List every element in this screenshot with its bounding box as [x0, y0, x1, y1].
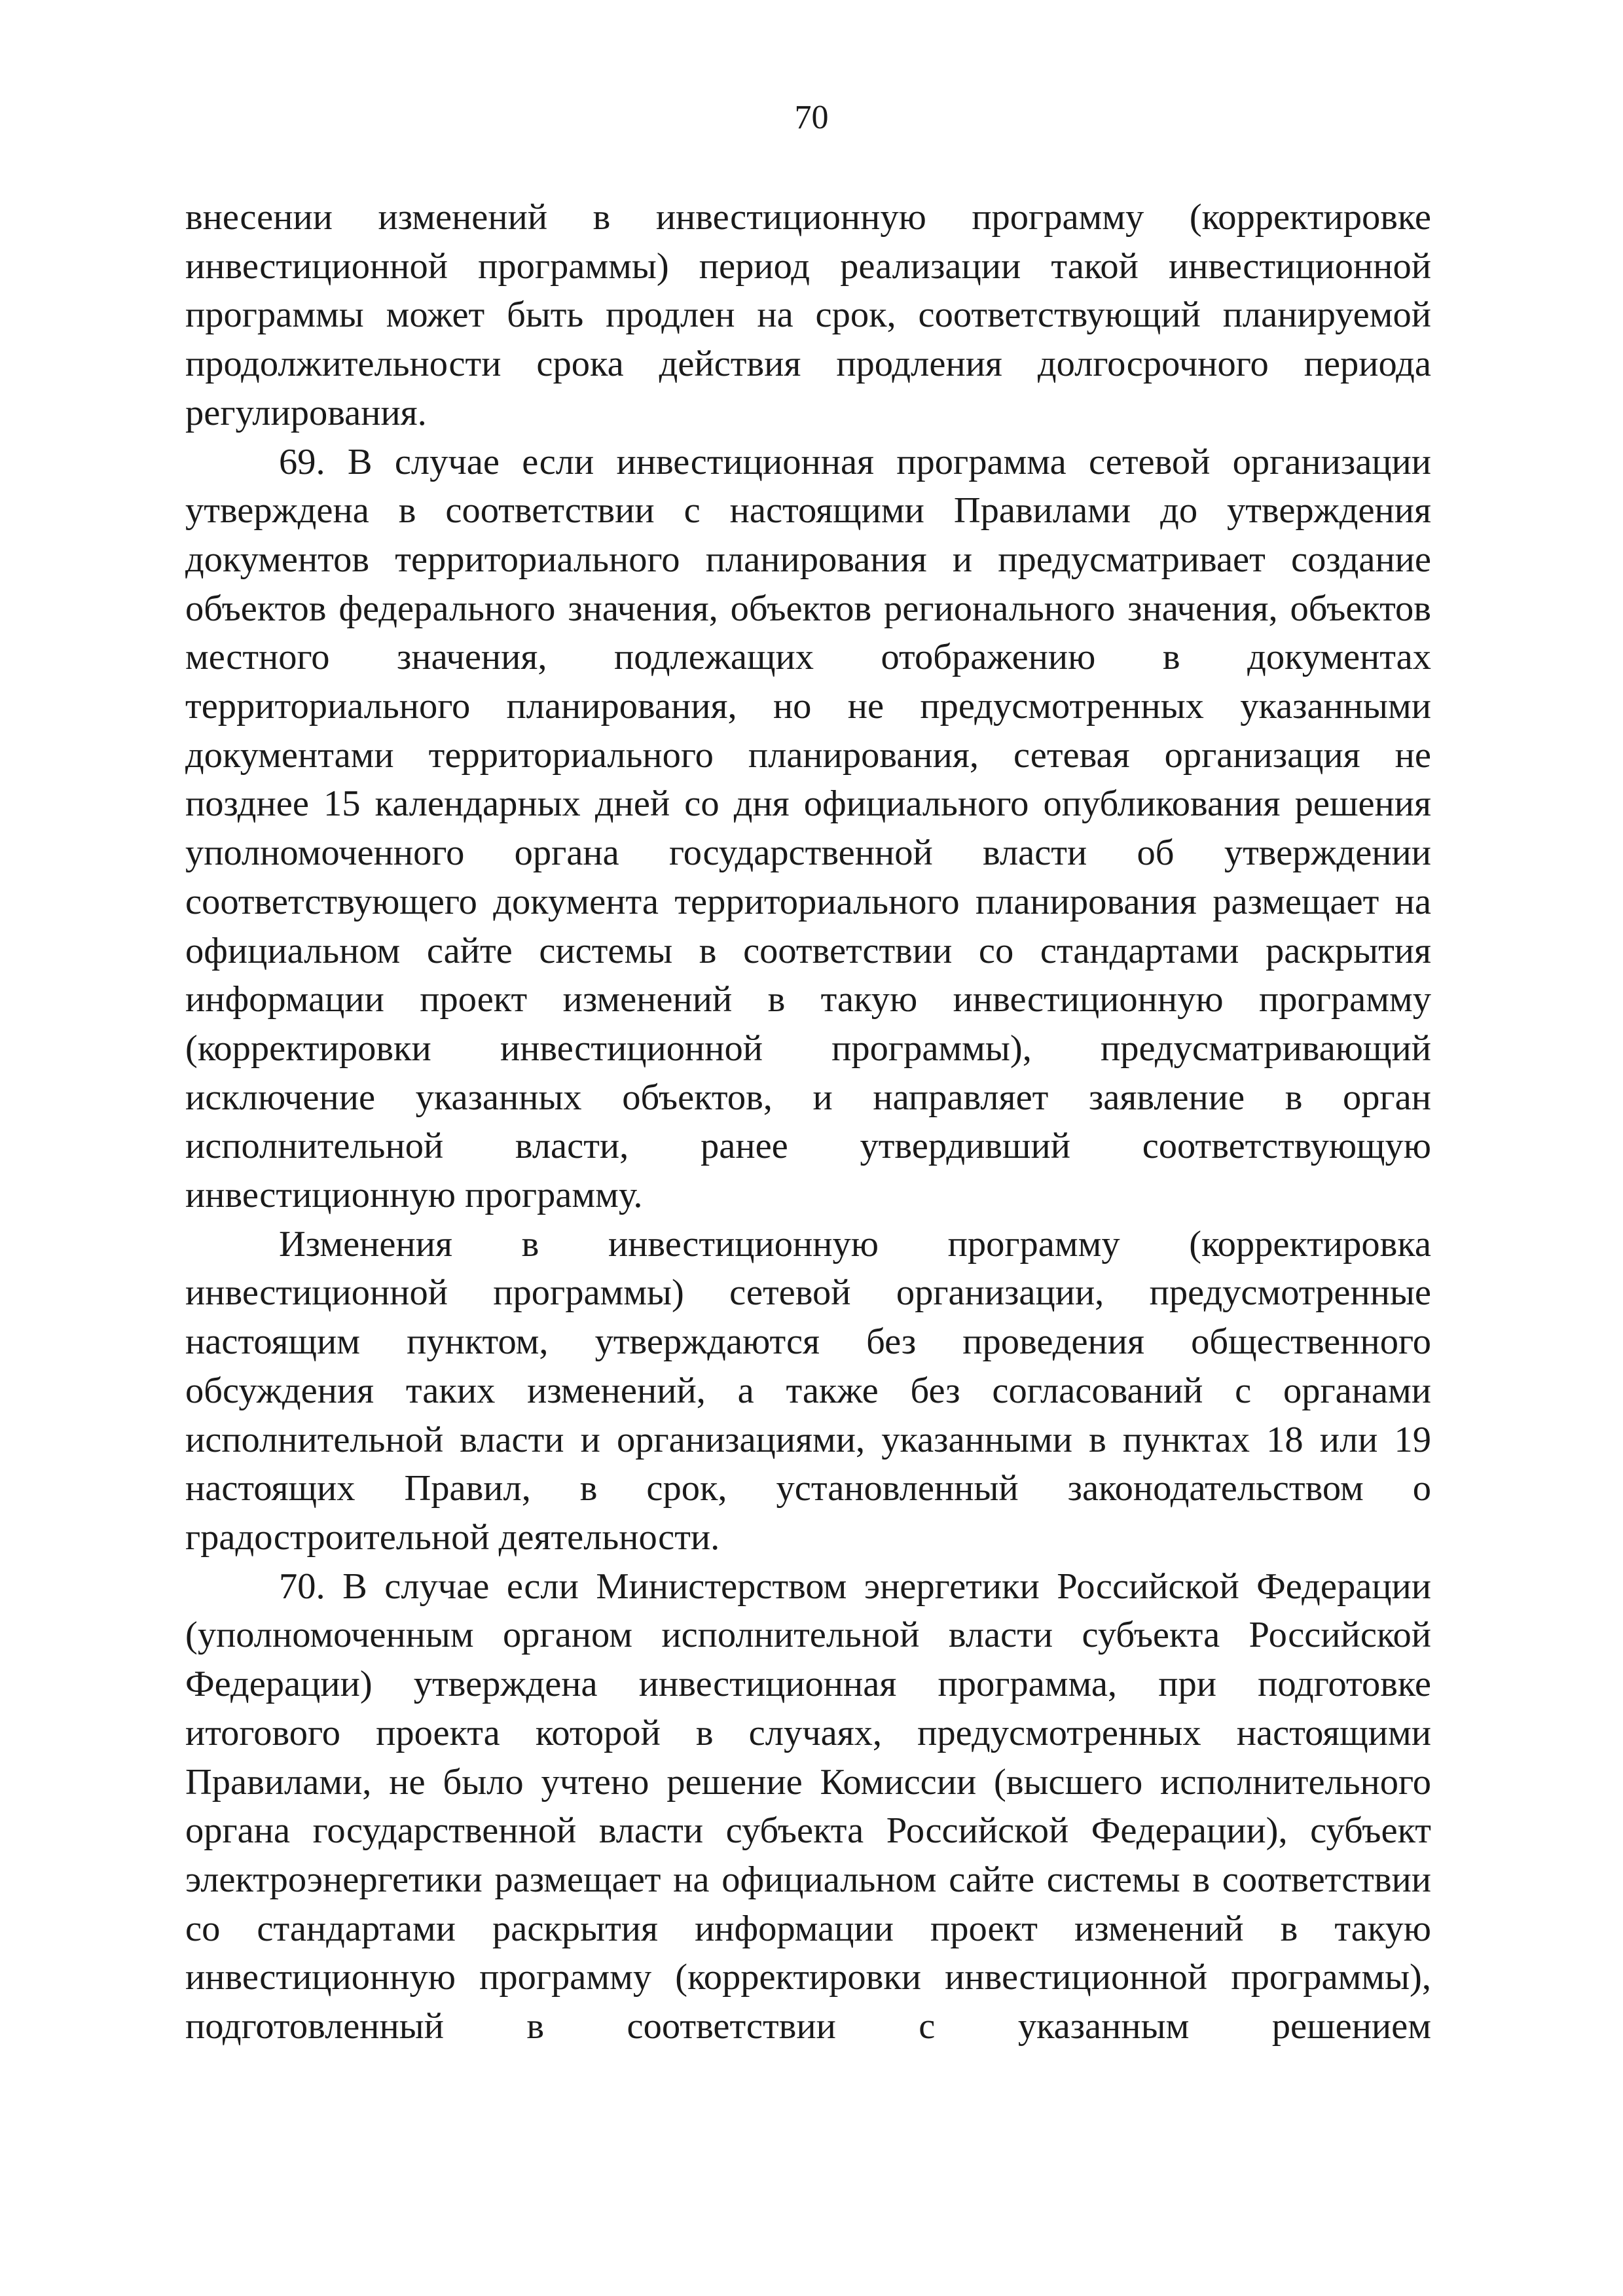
page-number: 70: [794, 99, 829, 136]
paragraph-continuation: внесении изменений в инвестиционную программу (корректировке инвестиционной программы) период реализации такой инвестиционной программы может быть продлен на срок, соответствующий планируемой продолжительности срока действия продления долгосрочного периода регулирования.: [185, 197, 1431, 433]
paragraph-item-69: 69. В случае если инвестиционная программа сетевой организации утверждена в соответствии с настоящими Правилами до утверждения документов территориального планирования и предусматривает создание объектов федерального значения, объектов регионального значения, объектов местного значения, подлежащих отображению в документах территориального планирования, но не предусмотренных указанными документами территориального планирования, сетевая организация не позднее 15 календарных дней со дня официального опубликования решения уполномоченного органа государственной власти об утверждении соответствующего документа территориального планирования размещает на официальном сайте системы в соответствии со стандартами раскрытия информации проект изменений в такую инвестиционную программу (корректировки инвестиционной программы), предусматривающий исключение указанных объектов, и направляет заявление в орган исполнительной власти, ранее утвердивший соответствующую инвестиционную программу.: [185, 441, 1431, 1216]
document-body: [185, 193, 1431, 2051]
paragraph-item-70: 70. В случае если Министерством энергетики Российской Федерации (уполномоченным органом исполнительной власти субъекта Российской Федерации) утверждена инвестиционная программа, при подготовке итогового проекта которой в случаях, предусмотренных настоящими Правилами, не было учтено решение Комиссии (высшего исполнительного органа государственной власти субъекта Российской Федерации), субъект электроэнергетики размещает на официальном сайте системы в соответствии со стандартами раскрытия информации проект изменений в такую инвестиционную программу (корректировки инвестиционной программы), подготовленный в соответствии с указанным решением: [185, 1566, 1431, 2047]
paragraph-item-69-changes: Изменения в инвестиционную программу (корректировка инвестиционной программы) сетевой организации, предусмотренные настоящим пунктом, утверждаются без проведения общественного обсуждения таких изменений, а также без согласований с органами исполнительной власти и организациями, указанными в пунктах 18 или 19 настоящих Правил, в срок, установленный законодательством о градостроительной деятельности.: [185, 1223, 1431, 1558]
